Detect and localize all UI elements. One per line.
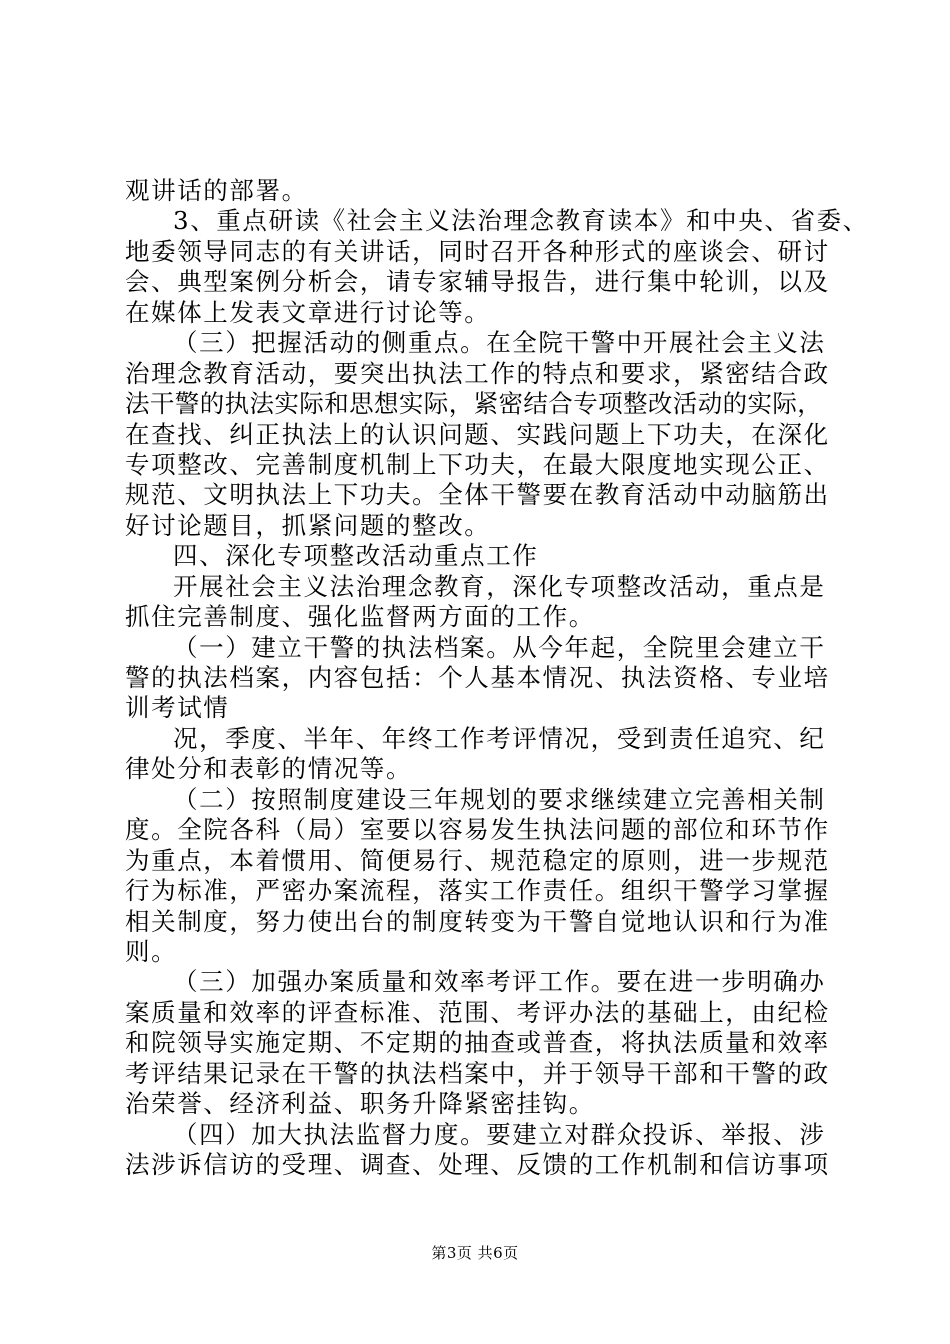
text-line: （三）加强办案质量和效率考评工作。要在进一步明确办 xyxy=(173,967,826,996)
text-line: 律处分和表彰的情况等。 xyxy=(125,754,413,783)
text-line: 为重点，本着惯用、简便易行、规范稳定的原则，进一步规范 xyxy=(125,846,830,875)
text-line: 法干警的执法实际和思想实际，紧密结合专项整改活动的实际， xyxy=(125,389,823,418)
page-number-footer: 第3页 共6页 xyxy=(431,1244,519,1262)
text-line: （四）加大执法监督力度。要建立对群众投诉、举报、涉 xyxy=(173,1120,826,1149)
text-line: 考评结果记录在干警的执法档案中，并于领导干部和干警的政 xyxy=(125,1059,830,1088)
text-line: 况，季度、半年、年终工作考评情况，受到责任追究、纪 xyxy=(173,724,826,753)
text-line: 度。全院各科（局）室要以容易发生执法问题的部位和环节作 xyxy=(125,815,830,844)
text-line: 观讲话的部署。 xyxy=(125,176,308,205)
section-heading: 四、深化专项整改活动重点工作 xyxy=(173,541,539,570)
text-line: 行为标准，严密办案流程，落实工作责任。组织干警学习掌握 xyxy=(125,876,830,905)
text-line: 在媒体上发表文章进行讨论等。 xyxy=(125,298,491,327)
text-line: 地委领导同志的有关讲话，同时召开各种形式的座谈会、研讨 xyxy=(125,237,830,266)
text-line: 会、典型案例分析会，请专家辅导报告，进行集中轮训，以及 xyxy=(125,267,830,296)
text-line: （一）建立干警的执法档案。从今年起，全院里会建立干 xyxy=(173,633,826,662)
text-line: 3、重点研读《社会主义法治理念教育读本》和中央、省委、 xyxy=(173,206,869,235)
text-line: 法涉诉信访的受理、调查、处理、反馈的工作机制和信访事项 xyxy=(125,1150,830,1179)
text-line: （三）把握活动的侧重点。在全院干警中开展社会主义法 xyxy=(173,328,826,357)
text-line: （二）按照制度建设三年规划的要求继续建立完善相关制 xyxy=(173,785,826,814)
text-line: 训考试情 xyxy=(125,693,230,722)
text-line: 治理念教育活动，要突出执法工作的特点和要求，紧密结合政 xyxy=(125,359,830,388)
text-line: 专项整改、完善制度机制上下功夫，在最大限度地实现公正、 xyxy=(125,450,830,479)
text-line: 警的执法档案，内容包括：个人基本情况、执法资格、专业培 xyxy=(125,663,830,692)
text-line: 治荣誉、经济利益、职务升降紧密挂钩。 xyxy=(125,1089,595,1118)
text-line: 开展社会主义法治理念教育，深化专项整改活动，重点是 xyxy=(173,572,826,601)
text-line: 抓住完善制度、强化监督两方面的工作。 xyxy=(125,602,595,631)
text-line: 在查找、纠正执法上的认识问题、实践问题上下功夫，在深化 xyxy=(125,420,830,449)
text-line: 好讨论题目，抓紧问题的整改。 xyxy=(125,511,491,540)
text-line: 和院领导实施定期、不定期的抽查或普查，将执法质量和效率 xyxy=(125,1028,830,1057)
text-line: 相关制度，努力使出台的制度转变为干警自觉地认识和行为准 xyxy=(125,907,830,936)
text-line: 规范、文明执法上下功夫。全体干警要在教育活动中动脑筋出 xyxy=(125,480,830,509)
text-line: 则。 xyxy=(125,937,178,966)
text-line: 案质量和效率的评查标准、范围、考评办法的基础上，由纪检 xyxy=(125,998,830,1027)
